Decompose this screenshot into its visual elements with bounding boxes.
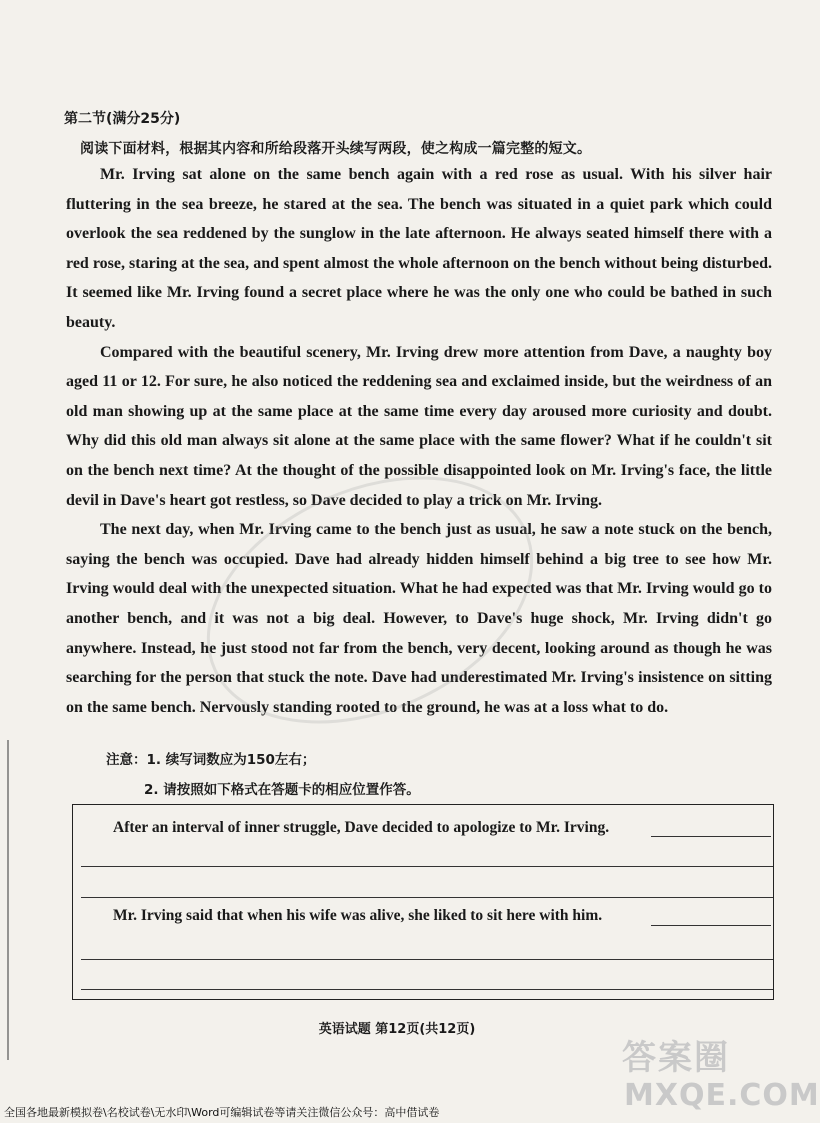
watermark-logo-en: MXQE.COM: [624, 1078, 820, 1113]
task-instruction: 阅读下面材料，根据其内容和所给段落开头续写两段，使之构成一篇完整的短文。: [80, 141, 592, 157]
reading-passage: [66, 160, 772, 722]
passage-paragraph-2: Compared with the beautiful scenery, Mr. Irving drew more attention from Dave, a naughty boy aged 11 or 12. For sure, he also noticed the reddening sea and exclaimed inside, but the weirdness of an old man showing up at the same place at the same time every day aroused more curiosity and doubt. Why did this old man always sit alone at the same place with the same flower? What if he couldn't sit on the bench next time? At the thought of the possible disappointed look on Mr. Irving's face, the little devil in Dave's heart got restless, so Dave decided to play a trick on Mr. Irving.: [66, 343, 772, 509]
watermark-logo-cn: 答案圈: [622, 1038, 730, 1078]
scan-edge-mark: [6, 740, 10, 1060]
page-footer: 英语试题 第12页(共12页): [318, 1022, 476, 1037]
watermark-logo: [614, 1028, 820, 1120]
writing-line: [81, 989, 773, 990]
paragraph-starter-2: Mr. Irving said that when his wife was alive, she liked to sit here with him.: [113, 907, 603, 924]
writing-line: [81, 866, 773, 867]
note-word-count: 注意：1. 续写词数应为150左右；: [106, 752, 316, 768]
paragraph-starter-1: After an interval of inner struggle, Dave decided to apologize to Mr. Irving.: [113, 819, 610, 836]
writing-line: [81, 959, 773, 960]
writing-line: [651, 925, 771, 926]
source-credit: 全国各地最新模拟卷\名校试卷\无水印\Word可编辑试卷等请关注微信公众号：高中借试卷: [4, 1106, 440, 1119]
writing-line: [651, 836, 771, 837]
passage-paragraph-3: The next day, when Mr. Irving came to the bench just as usual, he saw a note stuck on the bench, saying the bench was occupied. Dave had already hidden himself behind a big tree to see how Mr. Irving would deal with the unexpected situation. What he had expected was that Mr. Irving would go to another bench, and it was not a big deal. However, to Dave's huge shock, Mr. Irving didn't go anywhere. Instead, he just stood not far from the bench, very decent, looking around as though he was searching for the person that stuck the note. Dave had underestimated Mr. Irving's insistence on sitting on the same bench. Nervously standing rooted to the ground, he was at a loss what to do.: [66, 521, 772, 716]
note-format: 2. 请按照如下格式在答题卡的相应位置作答。: [144, 782, 420, 798]
passage-paragraph-1: Mr. Irving sat alone on the same bench again with a red rose as usual. With his silver hair fluttering in the sea breeze, he stared at the sea. The bench was situated in a quiet park which could overlook the sea reddened by the sunglow in the late afternoon. He always seated himself there with a red rose, staring at the sea, and spent almost the whole afternoon on the bench without being disturbed. It seemed like Mr. Irving found a secret place where he was the only one who could be bathed in such beauty.: [66, 166, 772, 331]
answer-format-box: [72, 804, 774, 1000]
writing-line: [81, 897, 773, 898]
section-title: 第二节(满分25分): [64, 111, 181, 127]
